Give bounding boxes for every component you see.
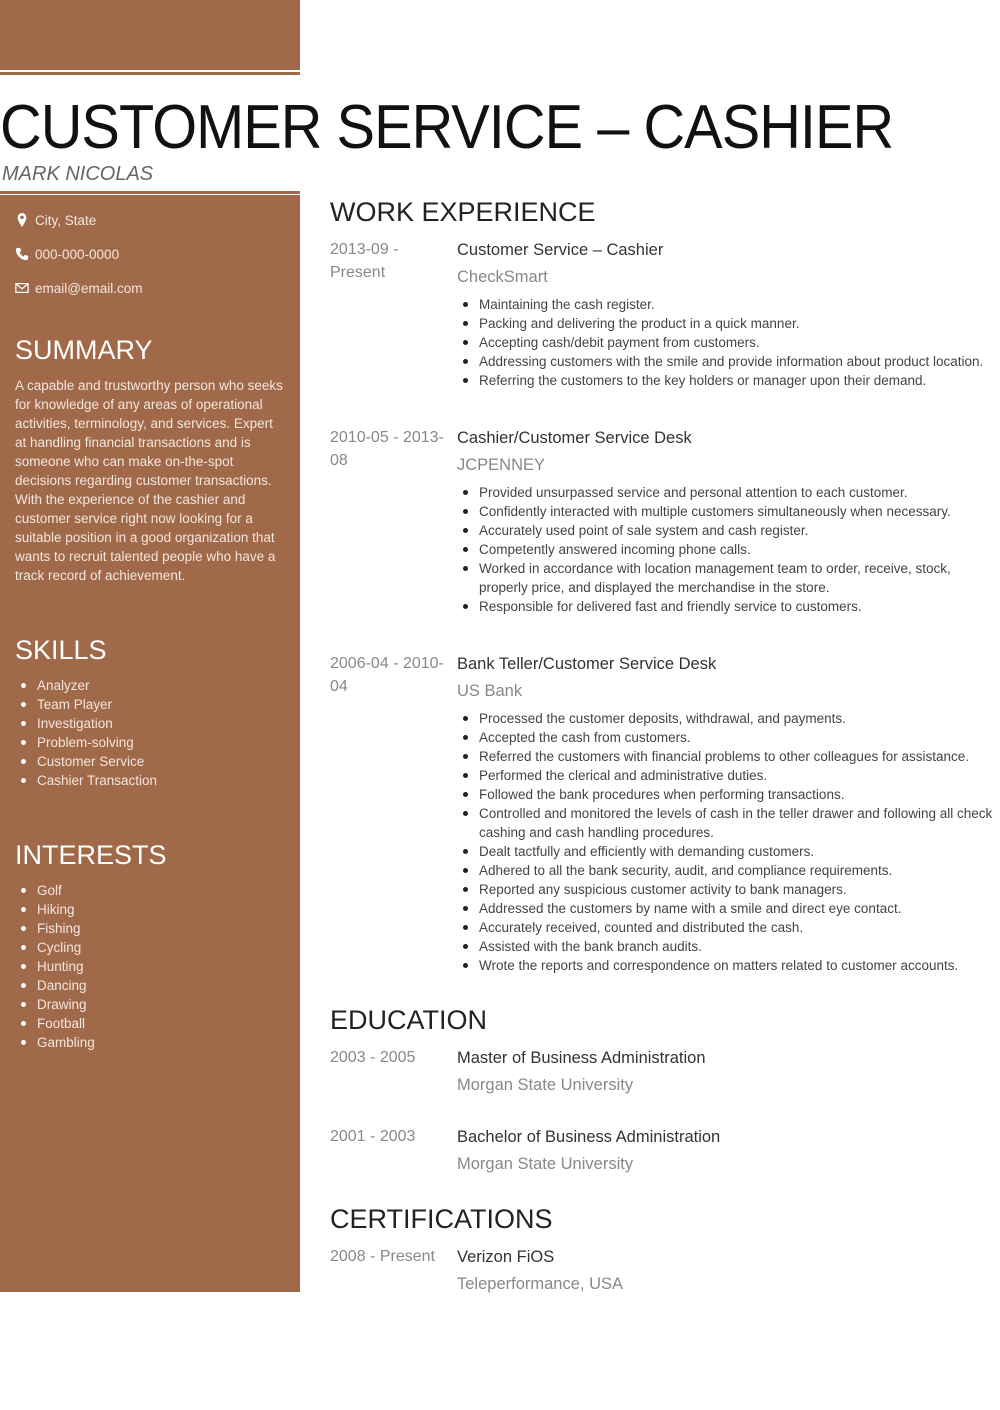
- job-date: 2010-05 - 2013-08: [330, 429, 444, 469]
- summary-heading: SUMMARY: [15, 335, 153, 365]
- interest-item: Hiking: [21, 900, 285, 919]
- job-bullet: Wrote the reports and correspondence on matters related to customer accounts.: [457, 956, 1000, 975]
- job-bullet: Worked in accordance with location management team to order, receive, stock, properly price, and displayed the merchandise in the store.: [457, 559, 1000, 597]
- resume-title: CUSTOMER SERVICE – CASHIER: [0, 93, 894, 162]
- job-bullet: Controlled and monitored the levels of cash in the teller drawer and following all check cashing and cash handling procedures.: [457, 804, 1000, 842]
- candidate-name: MARK NICOLAS: [2, 163, 154, 185]
- skills-heading: SKILLS: [15, 635, 107, 665]
- interest-item: Dancing: [21, 976, 285, 995]
- certifications-org: Teleperformance, USA: [457, 1275, 623, 1293]
- education-body: [457, 1046, 1000, 1097]
- interest-item: Golf: [21, 881, 285, 900]
- education-date: 2003 - 2005: [330, 1049, 416, 1066]
- job-bullet: Accurately used point of sale system and cash register.: [457, 521, 1000, 540]
- job-title: Bank Teller/Customer Service Desk: [457, 655, 717, 673]
- job-bullet: Provided unsurpassed service and personal attention to each customer.: [457, 483, 1000, 502]
- job-bullet: Packing and delivering the product in a quick manner.: [457, 314, 1000, 333]
- skill-item: Cashier Transaction: [21, 771, 285, 790]
- education-school: Morgan State University: [457, 1155, 634, 1173]
- job-bullet: Addressed the customers by name with a smile and direct eye contact.: [457, 899, 1000, 918]
- job-bullet: Referring the customers to the key holders or manager upon their demand.: [457, 371, 1000, 390]
- interest-item: Fishing: [21, 919, 285, 938]
- phone-icon: [15, 247, 29, 261]
- certifications-heading: CERTIFICATIONS: [330, 1204, 553, 1234]
- interests-list: [15, 881, 285, 1052]
- skill-item: Team Player: [21, 695, 285, 714]
- education-body: [457, 1125, 1000, 1176]
- certifications-body: [457, 1245, 1000, 1296]
- skill-item: Problem-solving: [21, 733, 285, 752]
- job-title: Cashier/Customer Service Desk: [457, 429, 692, 447]
- job-date: 2013-09 - Present: [330, 241, 399, 281]
- interest-item: Cycling: [21, 938, 285, 957]
- job-bullets: [457, 483, 1000, 616]
- interest-item: Gambling: [21, 1033, 285, 1052]
- job-company: JCPENNEY: [457, 456, 546, 474]
- education-entry: [330, 1046, 1000, 1097]
- divider: [0, 72, 300, 75]
- job-bullet: Responsible for delivered fast and friendly service to customers.: [457, 597, 1000, 616]
- job-bullet: Accurately received, counted and distributed the cash.: [457, 918, 1000, 937]
- certifications-entry: [330, 1245, 1000, 1296]
- job-body: [457, 238, 1000, 390]
- job-bullets: [457, 295, 1000, 390]
- job-title: Customer Service – Cashier: [457, 241, 664, 259]
- job-date: 2006-04 - 2010-04: [330, 655, 444, 695]
- education-title: Bachelor of Business Administration: [457, 1128, 721, 1146]
- interest-item: Hunting: [21, 957, 285, 976]
- job-bullets: [457, 709, 1000, 975]
- email-link[interactable]: email@email.com: [35, 280, 143, 296]
- job-body: [457, 652, 1000, 975]
- job-bullet: Addressing customers with the smile and provide information about product location.: [457, 352, 1000, 371]
- skill-item: Investigation: [21, 714, 285, 733]
- job-entry: [330, 426, 1000, 616]
- contact-location: [15, 203, 285, 237]
- education-title: Master of Business Administration: [457, 1049, 706, 1067]
- location-text: City, State: [35, 212, 97, 228]
- job-bullet: Dealt tactfully and efficiently with demanding customers.: [457, 842, 1000, 861]
- job-bullet: Competently answered incoming phone calls.: [457, 540, 1000, 559]
- job-company: US Bank: [457, 682, 523, 700]
- job-bullet: Performed the clerical and administrative duties.: [457, 766, 1000, 785]
- map-pin-icon: [15, 213, 29, 227]
- education-heading: EDUCATION: [330, 1005, 488, 1035]
- header-accent-bar: [0, 0, 300, 70]
- job-company: CheckSmart: [457, 268, 548, 286]
- skills-list: [15, 676, 285, 790]
- job-bullet: Processed the customer deposits, withdrawal, and payments.: [457, 709, 1000, 728]
- job-bullet: Reported any suspicious customer activity to bank managers.: [457, 880, 1000, 899]
- envelope-icon: [15, 281, 29, 295]
- job-bullet: Accepted the cash from customers.: [457, 728, 1000, 747]
- certifications-title: Verizon FiOS: [457, 1248, 555, 1266]
- skill-item: Customer Service: [21, 752, 285, 771]
- job-bullet: Adhered to all the bank security, audit, and compliance requirements.: [457, 861, 1000, 880]
- job-bullet: Confidently interacted with multiple customers simultaneously when necessary.: [457, 502, 1000, 521]
- job-body: [457, 426, 1000, 616]
- contact-email[interactable]: [15, 271, 285, 305]
- job-bullet: Referred the customers with financial problems to other colleagues for assistance.: [457, 747, 1000, 766]
- work-heading: WORK EXPERIENCE: [330, 197, 596, 227]
- interest-item: Football: [21, 1014, 285, 1033]
- divider: [0, 191, 300, 194]
- contact-phone: [15, 237, 285, 271]
- sidebar: [0, 195, 300, 1292]
- education-date: 2001 - 2003: [330, 1128, 416, 1145]
- skill-item: Analyzer: [21, 676, 285, 695]
- interests-heading: INTERESTS: [15, 840, 167, 870]
- education-school: Morgan State University: [457, 1076, 634, 1094]
- job-entry: [330, 238, 1000, 390]
- job-bullet: Assisted with the bank branch audits.: [457, 937, 1000, 956]
- job-bullet: Maintaining the cash register.: [457, 295, 1000, 314]
- phone-text: 000-000-0000: [35, 246, 120, 262]
- interest-item: Drawing: [21, 995, 285, 1014]
- job-entry: [330, 652, 1000, 975]
- certifications-date: 2008 - Present: [330, 1248, 435, 1265]
- summary-text: A capable and trustworthy person who seeks for knowledge of any areas of operational activities, terminology, and services. Expert at handling financial transactions and is someone who can make on-the-spot decisions regarding customer transactions. With the experience of the cashier and customer service right now looking for a suitable position in a good organization that wants to recruit talented people who have a track record of achievement.: [15, 378, 283, 583]
- education-entry: [330, 1125, 1000, 1176]
- job-bullet: Accepting cash/debit payment from customers.: [457, 333, 1000, 352]
- main-content: [330, 197, 1000, 1324]
- job-bullet: Followed the bank procedures when performing transactions.: [457, 785, 1000, 804]
